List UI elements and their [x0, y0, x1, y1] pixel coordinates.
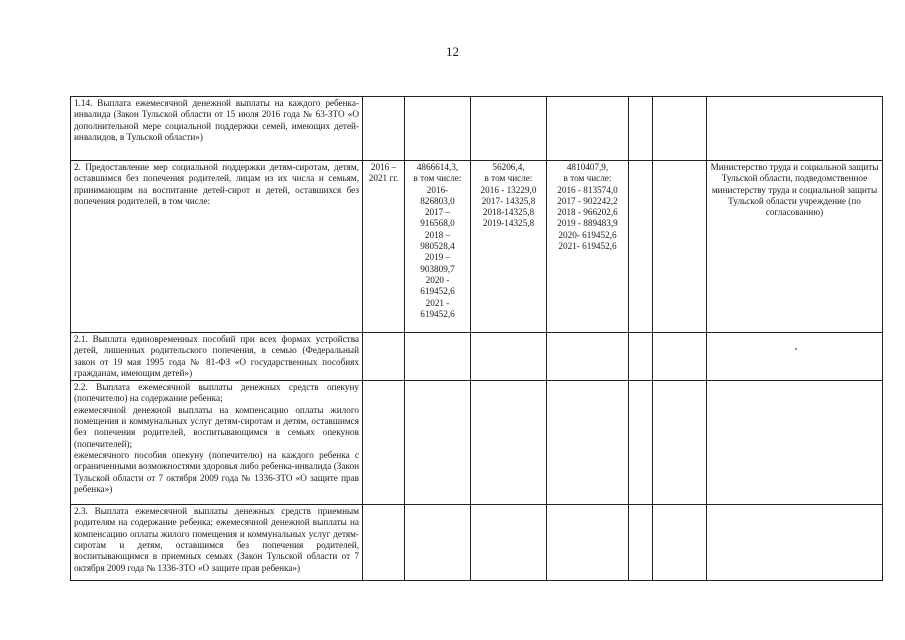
table-row [71, 161, 883, 333]
period-cell: 2016 – 2021 гг. [363, 161, 405, 333]
period-cell [363, 97, 405, 161]
total-funding-cell [405, 97, 471, 161]
other-funding-cell [653, 333, 707, 381]
page-number: 12 [446, 44, 459, 59]
total-funding-cell: 4866614,3, в том числе: 2016- 826803,0 2017 – 916568,0 2018 – 980528,4 2019 – 903809,7 2020 - 619452,6 2021 - 619452,6 [405, 161, 471, 333]
other-funding-cell [653, 161, 707, 333]
measure-description: 1.14. Выплата ежемесячной денежной выплаты на каждого ребенка-инвалида (Закон Тульской области от 15 июля 2016 года № 63-ЗТО «О дополнительной мере социальной поддержки семей, имеющих детей-инвалидов, в Тульской области») [71, 97, 363, 161]
executor-cell [707, 97, 883, 161]
period-cell [363, 381, 405, 505]
measure-description: 2.1. Выплата единовременных пособий при всех формах устройства детей, лишенных родительского попечения, в семью (Федеральный закон от 19 мая 1995 года № 81-ФЗ «О государственных пособиях гражданам, имеющим детей») [71, 333, 363, 381]
local-funding-cell [629, 161, 653, 333]
scan-speck [795, 348, 797, 350]
program-measures-table [70, 96, 883, 581]
regional-funding-cell [547, 333, 629, 381]
local-funding-cell [629, 505, 653, 581]
federal-funding-cell [471, 97, 547, 161]
table-row [71, 97, 883, 161]
other-funding-cell [653, 505, 707, 581]
total-funding-cell [405, 333, 471, 381]
table-row [71, 333, 883, 381]
measure-description: 2.3. Выплата ежемесячной выплаты денежных средств приемным родителям на содержание ребенка; ежемесячной денежной выплаты на компенсацию оплаты жилого помещения и коммунальных услуг детям-сиротам и детям, оставшимся без попечения родителей, воспитывающимся в приемных семьях (Закон Тульской области от 7 октября 2009 года № 1336-ЗТО «О защите прав ребенка») [71, 505, 363, 581]
period-cell [363, 333, 405, 381]
period-cell [363, 505, 405, 581]
regional-funding-cell [547, 505, 629, 581]
federal-funding-cell [471, 333, 547, 381]
regional-funding-cell: 4810407,9, в том числе: 2016 - 813574,0 2017 - 902242,2 2018 - 966202,6 2019 - 889483,9 2020- 619452,6 2021- 619452,6 [547, 161, 629, 333]
local-funding-cell [629, 333, 653, 381]
measure-description: 2. Предоставление мер социальной поддержки детям-сиротам, детям, оставшимся без попечения родителей, лицам из их числа и семьям, принимающим на воспитание детей-сирот и детей, оставшихся без попечения родителей, в том числе: [71, 161, 363, 333]
other-funding-cell [653, 97, 707, 161]
regional-funding-cell [547, 381, 629, 505]
measure-description: 2.2. Выплата ежемесячной выплаты денежных средств опекуну (попечителю) на содержание ребенка; ежемесячной денежной выплаты на компенсацию оплаты жилого помещения и коммунальных услуг детям-сиротам и детям, оставшимся без попечения родителей, воспитывающимся в семьях опекунов (попечителей); ежемесячного пособия опекуну (попечителю) на каждого ребенка с ограниченными возможностями здоровья либо ребенка-инвалида (Закон Тульской области от 7 октября 2009 года № 1336-ЗТО «О защите прав ребенка») [71, 381, 363, 505]
executor-cell [707, 505, 883, 581]
federal-funding-cell [471, 381, 547, 505]
regional-funding-cell [547, 97, 629, 161]
total-funding-cell [405, 381, 471, 505]
total-funding-cell [405, 505, 471, 581]
federal-funding-cell [471, 505, 547, 581]
table-row [71, 381, 883, 505]
executor-cell: Министерство труда и социальной защиты Тульской области, подведомственное министерству труда и социальной защиты Тульской области учреждение (по согласованию) [707, 161, 883, 333]
federal-funding-cell: 56206,4, в том числе: 2016 - 13229,0 2017- 14325,8 2018-14325,8 2019-14325,8 [471, 161, 547, 333]
local-funding-cell [629, 97, 653, 161]
local-funding-cell [629, 381, 653, 505]
table-row [71, 505, 883, 581]
executor-cell [707, 333, 883, 381]
executor-cell [707, 381, 883, 505]
other-funding-cell [653, 381, 707, 505]
